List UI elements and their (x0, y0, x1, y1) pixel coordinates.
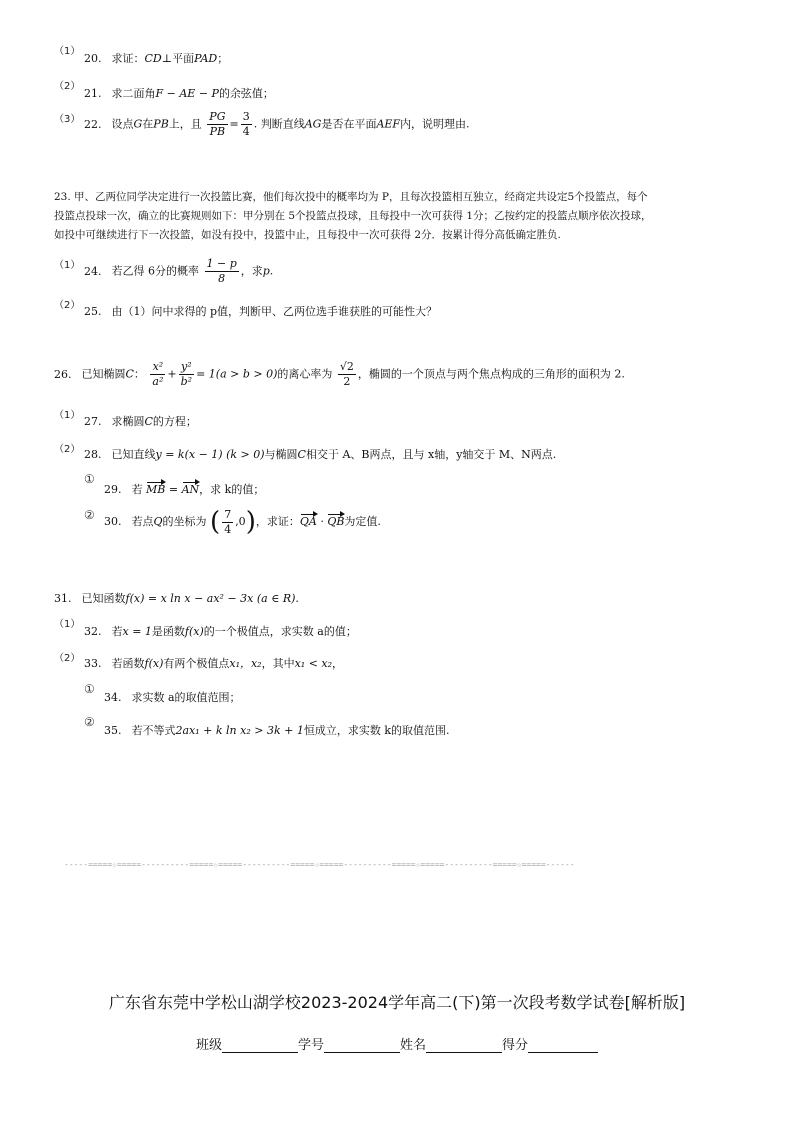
student-info-line (0, 1034, 794, 1053)
question-text: 已知直线 (111, 448, 156, 461)
document-title: 广东省东莞中学松山湖学校2023-2024学年高二(下)第一次段考数学试卷[解析版] (108, 993, 686, 1012)
fraction-denominator: 4 (224, 522, 232, 536)
math-expression: y = k(x − 1) (k > 0) (155, 448, 265, 461)
question-number: 35. (104, 724, 122, 737)
right-paren: ) (245, 507, 256, 537)
question-number: 32. (84, 625, 102, 638)
question-text: ，其中 (261, 657, 295, 670)
question-number: 21. (84, 87, 102, 100)
question-number: 25. (84, 305, 102, 318)
question-number: 33. (84, 657, 102, 670)
sub-label-1: （1） (54, 619, 81, 630)
question-text: 由（1）问中求得的 p值，判断甲、乙两位选手谁获胜的可能性大？ (111, 305, 438, 318)
vector-symbol: QA (299, 515, 317, 528)
equals-sign: = (229, 117, 239, 131)
question-text: 若乙得 6分的概率 (111, 264, 199, 278)
question-text: 若不等式 (131, 724, 176, 737)
fraction-numerator: x² (150, 360, 165, 375)
question-20 (84, 50, 228, 66)
question-text: ， (332, 657, 344, 670)
fraction-numerator: √2 (339, 360, 354, 373)
question-text: 的方程； (152, 415, 197, 428)
fraction-denominator: 4 (242, 125, 250, 138)
question-number: 24. (84, 264, 102, 278)
math-symbol: C (144, 415, 153, 428)
math-symbol: PB (153, 117, 169, 131)
class-field[interactable] (222, 1038, 298, 1053)
fraction (241, 110, 252, 139)
score-field[interactable] (528, 1038, 598, 1053)
question-text: 的一个极值点，求实数 a的值； (203, 625, 357, 638)
question-27 (84, 413, 197, 429)
sub-label-1: （1） (54, 260, 81, 271)
math-expression: = 1(a > b > 0) (196, 367, 278, 381)
question-25 (84, 303, 437, 319)
question-text: 求椭圆 (111, 415, 145, 428)
question-text: 若函数 (111, 657, 145, 670)
section-divider: -----=====☆=====----------=====☆=====----------=====☆=====----------=====☆=====----------=====☆=====------ (64, 860, 575, 869)
question-number: 30. (104, 515, 122, 528)
sub-label-2: （2） (54, 81, 81, 92)
name-field[interactable] (426, 1038, 502, 1053)
question-number: 31. (54, 592, 72, 605)
id-field[interactable] (324, 1038, 400, 1053)
question-text: 若 (131, 483, 143, 496)
math-symbol: AG (304, 117, 322, 131)
sub-label-2: （2） (54, 300, 81, 311)
question-24 (84, 257, 273, 286)
question-21 (84, 85, 274, 101)
circled-label-2: ② (84, 508, 95, 522)
fraction-numerator: 3 (242, 110, 250, 123)
math-symbol: AEF (376, 117, 401, 131)
question-number: 34. (104, 691, 122, 704)
vector-symbol: AN (181, 483, 200, 496)
question-text: ，椭圆的一个顶点与两个焦点构成的三角形的面积为 2. (357, 367, 625, 381)
math-symbol: Q (153, 515, 163, 528)
question-text: 如投中可继续进行下一次投篮，如没有投中，投篮中止，且每投中一次可获得 2分．按累计得分高低确定胜负. (54, 229, 561, 241)
fraction (205, 257, 239, 286)
question-text: 相交于 A、B两点，且与 x轴，y轴交于 M、N两点. (305, 448, 557, 461)
question-text: ，求 k的值； (199, 483, 265, 496)
question-text: 是函数 (151, 625, 185, 638)
class-label: 班级 (195, 1038, 222, 1053)
question-23 (54, 188, 744, 245)
question-text: 内，说明理由. (400, 117, 470, 131)
fraction-denominator: 8 (218, 272, 226, 285)
fraction-numerator: PG (209, 110, 226, 123)
question-text: 投篮点投球一次，确立的比赛规则如下：甲分别在 5个投篮点投球，且每投中一次可获得 1分；乙按约定的投篮点顺序依次投球， (54, 210, 652, 222)
sub-label-2: （2） (54, 444, 81, 455)
circled-label-2: ② (84, 715, 95, 729)
question-35 (104, 722, 450, 738)
question-text: 求证： (111, 52, 145, 65)
question-text: 已知函数 (81, 592, 126, 605)
question-31 (54, 590, 299, 606)
fraction-numerator: 1 − p (206, 257, 237, 270)
math-expression: f(x) (184, 625, 204, 638)
question-text: 是否在平面 (321, 117, 377, 131)
sub-label-3: （3） (54, 114, 81, 125)
question-text: 在 (142, 117, 154, 131)
question-text: 若 (111, 625, 123, 638)
math-symbol: p (262, 264, 270, 278)
fraction (222, 508, 233, 537)
question-26 (54, 360, 625, 389)
math-expression: x₁ < x₂ (294, 657, 333, 670)
question-text: 已知椭圆 (81, 367, 126, 381)
fraction-denominator: b² (180, 375, 193, 388)
left-paren: ( (210, 507, 221, 537)
fraction (207, 110, 227, 139)
question-text: 的余弦值； (218, 87, 274, 100)
fraction-numerator: y² (179, 360, 194, 375)
score-label: 得分 (502, 1038, 529, 1053)
question-number: 29. (104, 483, 122, 496)
question-28 (84, 446, 556, 462)
sub-label-1: （1） (54, 46, 81, 57)
question-22 (84, 110, 470, 139)
question-text: . (269, 264, 274, 278)
math-expression: F − AE − P (155, 87, 219, 100)
fraction-denominator: PB (209, 125, 226, 138)
fraction-denominator: a² (152, 375, 164, 388)
question-text: 平面 (172, 52, 195, 65)
math-expression: ,0 (235, 515, 246, 528)
question-text: 为定值. (344, 515, 381, 528)
question-text: ，求 (240, 264, 263, 278)
question-text: . (295, 592, 299, 605)
question-text: 求实数 a的取值范围； (131, 691, 241, 704)
question-number: 20. (84, 52, 102, 65)
question-number: 27. (84, 415, 102, 428)
question-text: ： (133, 367, 145, 381)
question-text: . 判断直线 (253, 117, 305, 131)
equals-sign: = (168, 483, 179, 496)
question-30 (104, 507, 381, 537)
fraction (150, 360, 165, 389)
question-text: ； (217, 52, 229, 65)
question-text: 求二面角 (111, 87, 156, 100)
fraction-denominator: 2 (343, 375, 351, 388)
question-number: 23. (54, 191, 71, 203)
math-symbol: G (133, 117, 143, 131)
math-expression: x = 1 (122, 625, 152, 638)
fraction-numerator: 7 (224, 507, 232, 521)
question-29 (104, 481, 264, 497)
question-number: 22. (84, 117, 102, 131)
math-expression: CD⊥ (144, 52, 173, 65)
circled-label-1: ① (84, 472, 95, 486)
math-expression: f(x) = x ln x − ax² − 3x (a ∈ R) (125, 592, 296, 605)
question-text: 上，且 (168, 117, 202, 131)
math-symbol: C (125, 367, 134, 381)
question-number: 26. (54, 367, 72, 381)
question-text: 有两个极值点 (163, 657, 230, 670)
vector-symbol: QB (327, 515, 345, 528)
id-label: 学号 (297, 1038, 324, 1053)
question-text: 恒成立，求实数 k的取值范围. (303, 724, 450, 737)
question-33 (84, 655, 343, 671)
question-text: 设点 (111, 117, 134, 131)
question-text: 若点 (131, 515, 154, 528)
dot-operator: · (320, 515, 324, 528)
question-text: 的离心率为 (277, 367, 333, 381)
sub-label-1: （1） (54, 410, 81, 421)
fraction (179, 360, 194, 389)
math-expression: x₁，x₂ (229, 657, 262, 670)
question-number: 28. (84, 448, 102, 461)
sub-label-2: （2） (54, 653, 81, 664)
fraction (338, 360, 356, 389)
circled-label-1: ① (84, 682, 95, 696)
question-34 (104, 689, 241, 705)
question-32 (84, 623, 357, 639)
vector-symbol: MB (146, 483, 166, 496)
question-text: 的坐标为 (162, 515, 207, 528)
question-text: 与椭圆 (264, 448, 298, 461)
math-symbol: C (297, 448, 306, 461)
question-text: 甲、乙两位同学决定进行一次投篮比赛，他们每次投中的概率均为 P，且每次投篮相互独立，经商定共设定5个投篮点，每个 (74, 191, 648, 203)
math-expression: 2ax₁ + k ln x₂ > 3k + 1 (175, 724, 304, 737)
math-expression: f(x) (144, 657, 164, 670)
question-text: ，求证： (255, 515, 300, 528)
name-label: 姓名 (400, 1038, 427, 1053)
math-expression: PAD (194, 52, 218, 65)
plus-sign: + (167, 367, 177, 381)
